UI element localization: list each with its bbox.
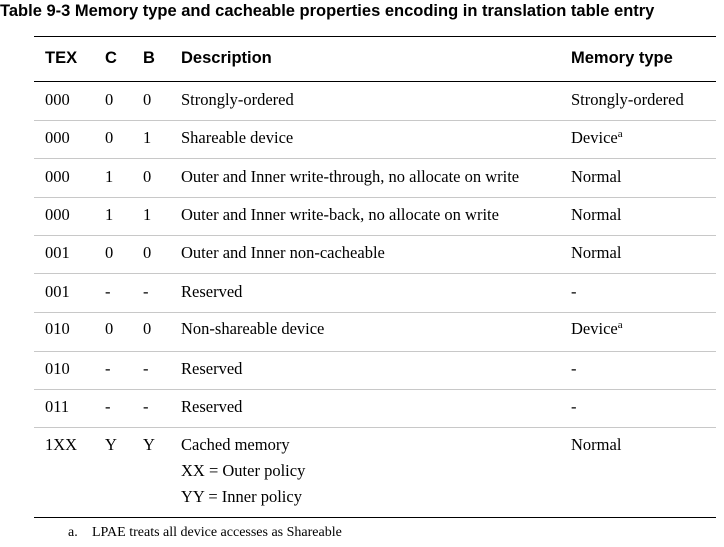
row-divider: [34, 235, 716, 236]
memory-type-text: -: [571, 359, 577, 378]
cell-memory-type: [571, 240, 621, 266]
row-divider: [34, 120, 716, 121]
memory-type-text: -: [571, 282, 577, 301]
header-c: C: [105, 49, 117, 67]
cell-tex: 010: [45, 359, 70, 378]
memory-type-text: Normal: [571, 167, 622, 186]
cell-description: Cached memory: [181, 435, 290, 454]
cell-memory-type: [571, 394, 577, 420]
header-rule: [34, 81, 716, 82]
cell-memory-type: [571, 279, 577, 305]
cell-b: -: [143, 359, 149, 378]
header-b: B: [143, 49, 155, 67]
cell-description: YY = Inner policy: [181, 487, 302, 506]
cell-b: 1: [143, 128, 152, 147]
cell-c: 0: [105, 128, 114, 147]
cell-b: 0: [143, 319, 152, 338]
header-memory-type: Memory type: [571, 49, 673, 67]
footnote-reference: a: [617, 319, 623, 331]
cell-b: Y: [143, 435, 155, 454]
header-description: Description: [181, 49, 272, 67]
row-divider: [34, 158, 716, 159]
cell-c: -: [105, 282, 111, 301]
cell-c: 0: [105, 243, 114, 262]
cell-memory-type: [571, 202, 621, 228]
cell-memory-type: [571, 356, 577, 382]
cell-description: Outer and Inner write-through, no allocate on write: [181, 167, 520, 186]
row-divider: [34, 427, 716, 428]
memory-type-text: Normal: [571, 243, 622, 262]
cell-description: Reserved: [181, 282, 243, 301]
header-tex: TEX: [45, 49, 78, 67]
table-bottom-rule: [34, 517, 716, 518]
cell-description: XX = Outer policy: [181, 461, 306, 480]
cell-description: Reserved: [181, 397, 243, 416]
cell-tex: 1XX: [45, 435, 78, 454]
cell-tex: 010: [45, 319, 70, 338]
cell-b: 0: [143, 243, 152, 262]
cell-c: -: [105, 397, 111, 416]
cell-memory-type: [571, 316, 623, 342]
memory-type-text: Strongly-ordered: [571, 90, 684, 109]
cell-c: 0: [105, 90, 114, 109]
cell-c: 1: [105, 205, 114, 224]
cell-memory-type: [571, 87, 684, 113]
row-divider: [34, 312, 716, 313]
memory-type-text: Normal: [571, 205, 622, 224]
cell-memory-type: [571, 432, 621, 458]
cell-b: 0: [143, 90, 152, 109]
cell-description: Shareable device: [181, 128, 294, 147]
row-divider: [34, 389, 716, 390]
cell-c: -: [105, 359, 111, 378]
row-divider: [34, 351, 716, 352]
cell-tex: 000: [45, 90, 70, 109]
memory-type-text: Device: [571, 128, 618, 147]
footnote-reference: a: [617, 128, 623, 140]
cell-c: 0: [105, 319, 114, 338]
cell-tex: 001: [45, 282, 70, 301]
cell-memory-type: [571, 125, 623, 151]
table-title: Table 9-3 Memory type and cacheable properties encoding in translation table entry: [0, 2, 655, 20]
memory-type-text: -: [571, 397, 577, 416]
cell-tex: 011: [45, 397, 70, 416]
cell-description: Outer and Inner write-back, no allocate on write: [181, 205, 499, 224]
table-top-rule: [34, 36, 716, 37]
cell-c: 1: [105, 167, 114, 186]
cell-b: 0: [143, 167, 152, 186]
row-divider: [34, 197, 716, 198]
cell-b: -: [143, 282, 149, 301]
cell-memory-type: [571, 164, 621, 190]
cell-tex: 000: [45, 205, 70, 224]
cell-description: Non-shareable device: [181, 319, 325, 338]
footnote-text: LPAE treats all device accesses as Shareable: [92, 525, 342, 540]
cell-b: -: [143, 397, 149, 416]
cell-b: 1: [143, 205, 152, 224]
cell-description: Outer and Inner non-cacheable: [181, 243, 385, 262]
cell-tex: 000: [45, 167, 70, 186]
footnote: [68, 525, 342, 541]
memory-type-text: Device: [571, 319, 618, 338]
cell-description: Strongly-ordered: [181, 90, 294, 109]
cell-tex: 001: [45, 243, 70, 262]
row-divider: [34, 273, 716, 274]
footnote-marker: a.: [68, 525, 78, 540]
memory-type-text: Normal: [571, 435, 622, 454]
cell-c: Y: [105, 435, 117, 454]
cell-tex: 000: [45, 128, 70, 147]
cell-description: Reserved: [181, 359, 243, 378]
